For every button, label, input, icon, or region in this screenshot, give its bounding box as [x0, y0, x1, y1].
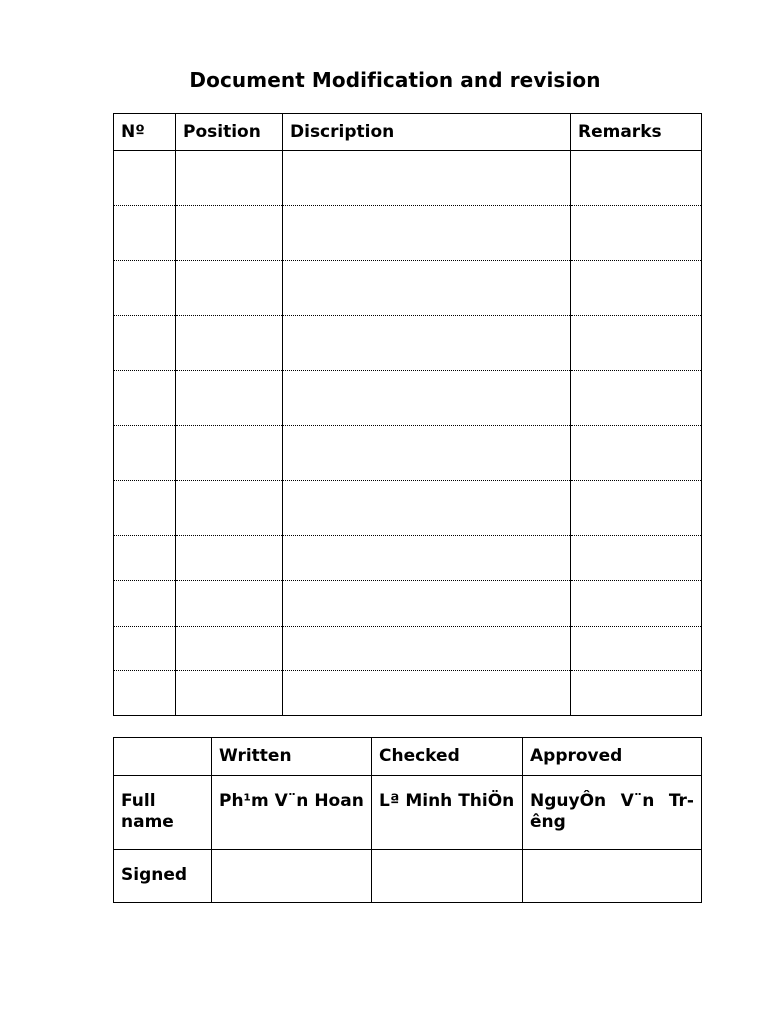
column-header-position: Position	[176, 114, 283, 151]
table-cell[interactable]	[283, 371, 571, 426]
table-cell[interactable]	[571, 261, 702, 316]
table-row	[114, 581, 702, 627]
table-cell[interactable]	[176, 151, 283, 206]
table-cell[interactable]	[176, 426, 283, 481]
revision-header-row	[114, 114, 702, 151]
table-row	[114, 426, 702, 481]
table-cell[interactable]	[283, 581, 571, 627]
table-row	[114, 627, 702, 671]
table-cell[interactable]	[114, 581, 176, 627]
table-cell[interactable]	[283, 536, 571, 581]
table-cell[interactable]	[176, 671, 283, 716]
table-cell[interactable]	[571, 426, 702, 481]
table-cell[interactable]	[283, 316, 571, 371]
table-cell[interactable]	[571, 371, 702, 426]
signature-header-row	[114, 738, 702, 776]
table-cell[interactable]	[176, 371, 283, 426]
table-cell[interactable]	[114, 481, 176, 536]
full-name-label: Full name	[114, 776, 212, 850]
table-row	[114, 481, 702, 536]
table-cell[interactable]	[114, 151, 176, 206]
table-cell[interactable]	[114, 316, 176, 371]
table-row	[114, 671, 702, 716]
approved-signature-cell[interactable]	[523, 850, 702, 903]
table-row	[114, 536, 702, 581]
signed-row	[114, 850, 702, 903]
table-cell[interactable]	[283, 261, 571, 316]
table-cell[interactable]	[571, 627, 702, 671]
signature-header-blank	[114, 738, 212, 776]
full-name-row	[114, 776, 702, 850]
table-cell[interactable]	[283, 151, 571, 206]
table-cell[interactable]	[571, 581, 702, 627]
column-header-description: Discription	[283, 114, 571, 151]
column-header-checked: Checked	[372, 738, 523, 776]
table-row	[114, 206, 702, 261]
column-header-written: Written	[212, 738, 372, 776]
approved-by-name: NguyÔn V¨n Tr-êng	[523, 776, 702, 850]
table-cell[interactable]	[571, 151, 702, 206]
column-header-remarks: Remarks	[571, 114, 702, 151]
table-cell[interactable]	[114, 261, 176, 316]
table-cell[interactable]	[283, 627, 571, 671]
table-cell[interactable]	[176, 536, 283, 581]
table-cell[interactable]	[571, 536, 702, 581]
table-cell[interactable]	[114, 627, 176, 671]
column-header-number: Nº	[114, 114, 176, 151]
table-cell[interactable]	[571, 481, 702, 536]
table-cell[interactable]	[176, 316, 283, 371]
checked-signature-cell[interactable]	[372, 850, 523, 903]
table-cell[interactable]	[114, 671, 176, 716]
table-cell[interactable]	[283, 481, 571, 536]
page-title: Document Modification and revision	[189, 68, 601, 92]
table-cell[interactable]	[114, 426, 176, 481]
table-cell[interactable]	[176, 627, 283, 671]
table-cell[interactable]	[571, 671, 702, 716]
table-row	[114, 316, 702, 371]
revision-table	[113, 113, 702, 716]
written-signature-cell[interactable]	[212, 850, 372, 903]
table-cell[interactable]	[176, 481, 283, 536]
written-by-name: Ph¹m V¨n Hoan	[212, 776, 372, 850]
table-cell[interactable]	[283, 426, 571, 481]
table-cell[interactable]	[176, 581, 283, 627]
table-cell[interactable]	[114, 206, 176, 261]
table-row	[114, 261, 702, 316]
table-cell[interactable]	[176, 261, 283, 316]
table-cell[interactable]	[114, 536, 176, 581]
table-cell[interactable]	[571, 206, 702, 261]
table-cell[interactable]	[283, 671, 571, 716]
signed-label: Signed	[114, 850, 212, 903]
table-cell[interactable]	[114, 371, 176, 426]
table-row	[114, 151, 702, 206]
table-cell[interactable]	[283, 206, 571, 261]
signature-table	[113, 737, 702, 903]
table-row	[114, 371, 702, 426]
column-header-approved: Approved	[523, 738, 702, 776]
table-cell[interactable]	[571, 316, 702, 371]
checked-by-name: Lª Minh ThiÖn	[372, 776, 523, 850]
table-cell[interactable]	[176, 206, 283, 261]
